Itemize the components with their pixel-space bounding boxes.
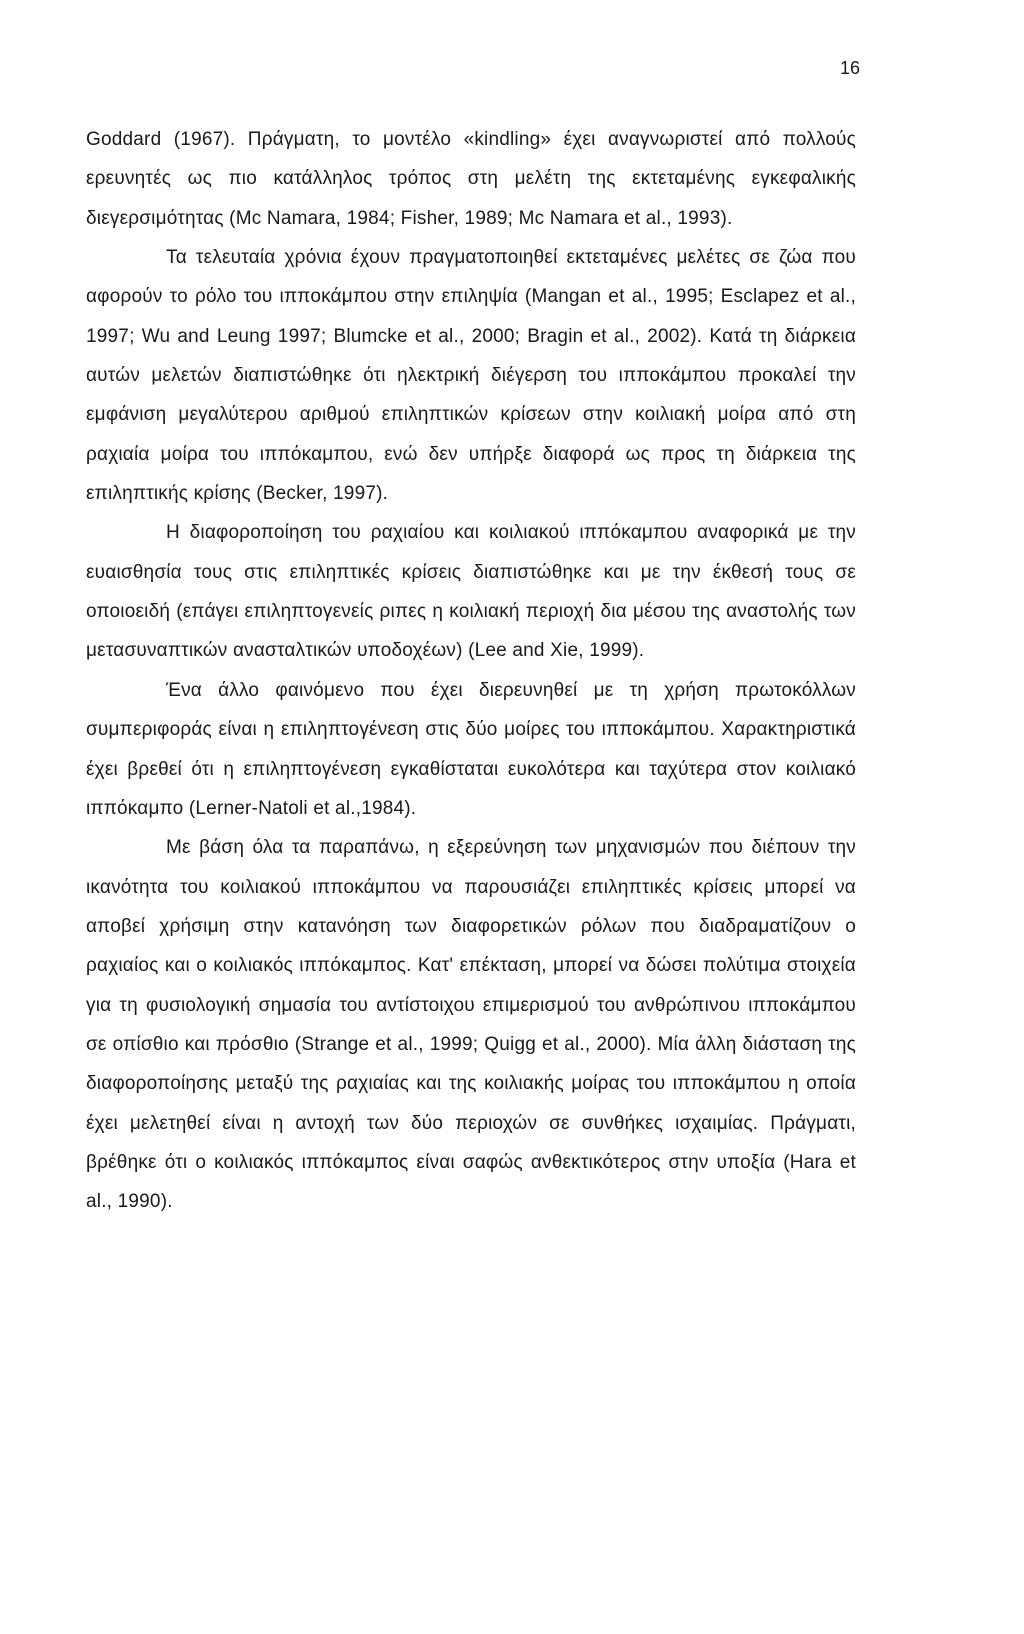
page-number: 16 (839, 58, 860, 78)
paragraph: Με βάση όλα τα παραπάνω, η εξερεύνηση των μηχανισμών που διέπουν την ικανότητα του κοιλιακού ιπποκάμπου να παρουσιάζει επιληπτικές κρίσεις μπορεί να αποβεί χρήσιμη στην κατανόηση των διαφορετικών ρόλων που διαδραματίζουν ο ραχιαίος και ο κοιλιακός ιππόκαμπος. Κατ' επέκταση, μπορεί να δώσει πολύτιμα στοιχεία για τη φυσιολογική σημασία του αντίστοιχου επιμερισμού του ανθρώπινου ιπποκάμπου σε οπίσθιο και πρόσθιο (Strange et al., 1999; Quigg et al., 2000). Μία άλλη διάσταση της διαφοροποίησης μεταξύ της ραχιαίας και της κοιλιακής μοίρας του ιπποκάμπου η οποία έχει μελετηθεί είναι η αντοχή των δύο περιοχών σε συνθήκες ισχαιμίας. Πράγματι, βρέθηκε ότι ο κοιλιακός ιππόκαμπος είναι σαφώς ανθεκτικότερος στην υποξία (Hara et al., 1990). (86, 837, 856, 1213)
paragraph: Η διαφοροποίηση του ραχιαίου και κοιλιακού ιππόκαμπου αναφορικά με την ευαισθησία τους στις επιληπτικές κρίσεις διαπιστώθηκε και με την έκθεσή τους σε οποιοειδή (επάγει επιληπτογενείς ριπες η κοιλιακή περιοχή δια μέσου της αναστολής των μετασυναπτικών ανασταλτικών υποδοχέων) (Lee and Xie, 1999). (86, 522, 856, 662)
paragraph: Ένα άλλο φαινόμενο που έχει διερευνηθεί με τη χρήση πρωτοκόλλων συμπεριφοράς είναι η επιληπτογένεση στις δύο μοίρες του ιπποκάμπου. Χαρακτηριστικά έχει βρεθεί ότι η επιληπτογένεση εγκαθίσταται ευκολότερα και ταχύτερα στον κοιλιακό ιππόκαμπο (Lerner-Natoli et al.,1984). (86, 679, 856, 819)
paragraph: Τα τελευταία χρόνια έχουν πραγματοποιηθεί εκτεταμένες μελέτες σε ζώα που αφορούν το ρόλο του ιπποκάμπου στην επιληψία (Mangan et al., 1995; Esclapez et al., 1997; Wu and Leung 1997; Blumcke et al., 2000; Bragin et al., 2002). Κατά τη διάρκεια αυτών μελετών διαπιστώθηκε ότι ηλεκτρική διέγερση του ιπποκάμπου προκαλεί την εμφάνιση μεγαλύτερου αριθμού επιληπτικών κρίσεων στην κοιλιακή μοίρα από στη ραχιαία μοίρα του ιππόκαμπου, ενώ δεν υπήρξε διαφορά ως προς τη διάρκεια της επιληπτικής κρίσης (Becker, 1997). (86, 247, 856, 505)
paragraph: Goddard (1967). Πράγματη, το μοντέλο «kindling» έχει αναγνωριστεί από πολλούς ερευνητές ως πιο κατάλληλος τρόπος στη μελέτη της εκτεταμένης εγκεφαλικής διεγερσιμότητας (Mc Namara, 1984; Fisher, 1989; Mc Namara et al., 1993). (86, 129, 856, 229)
body-text (86, 120, 856, 1222)
